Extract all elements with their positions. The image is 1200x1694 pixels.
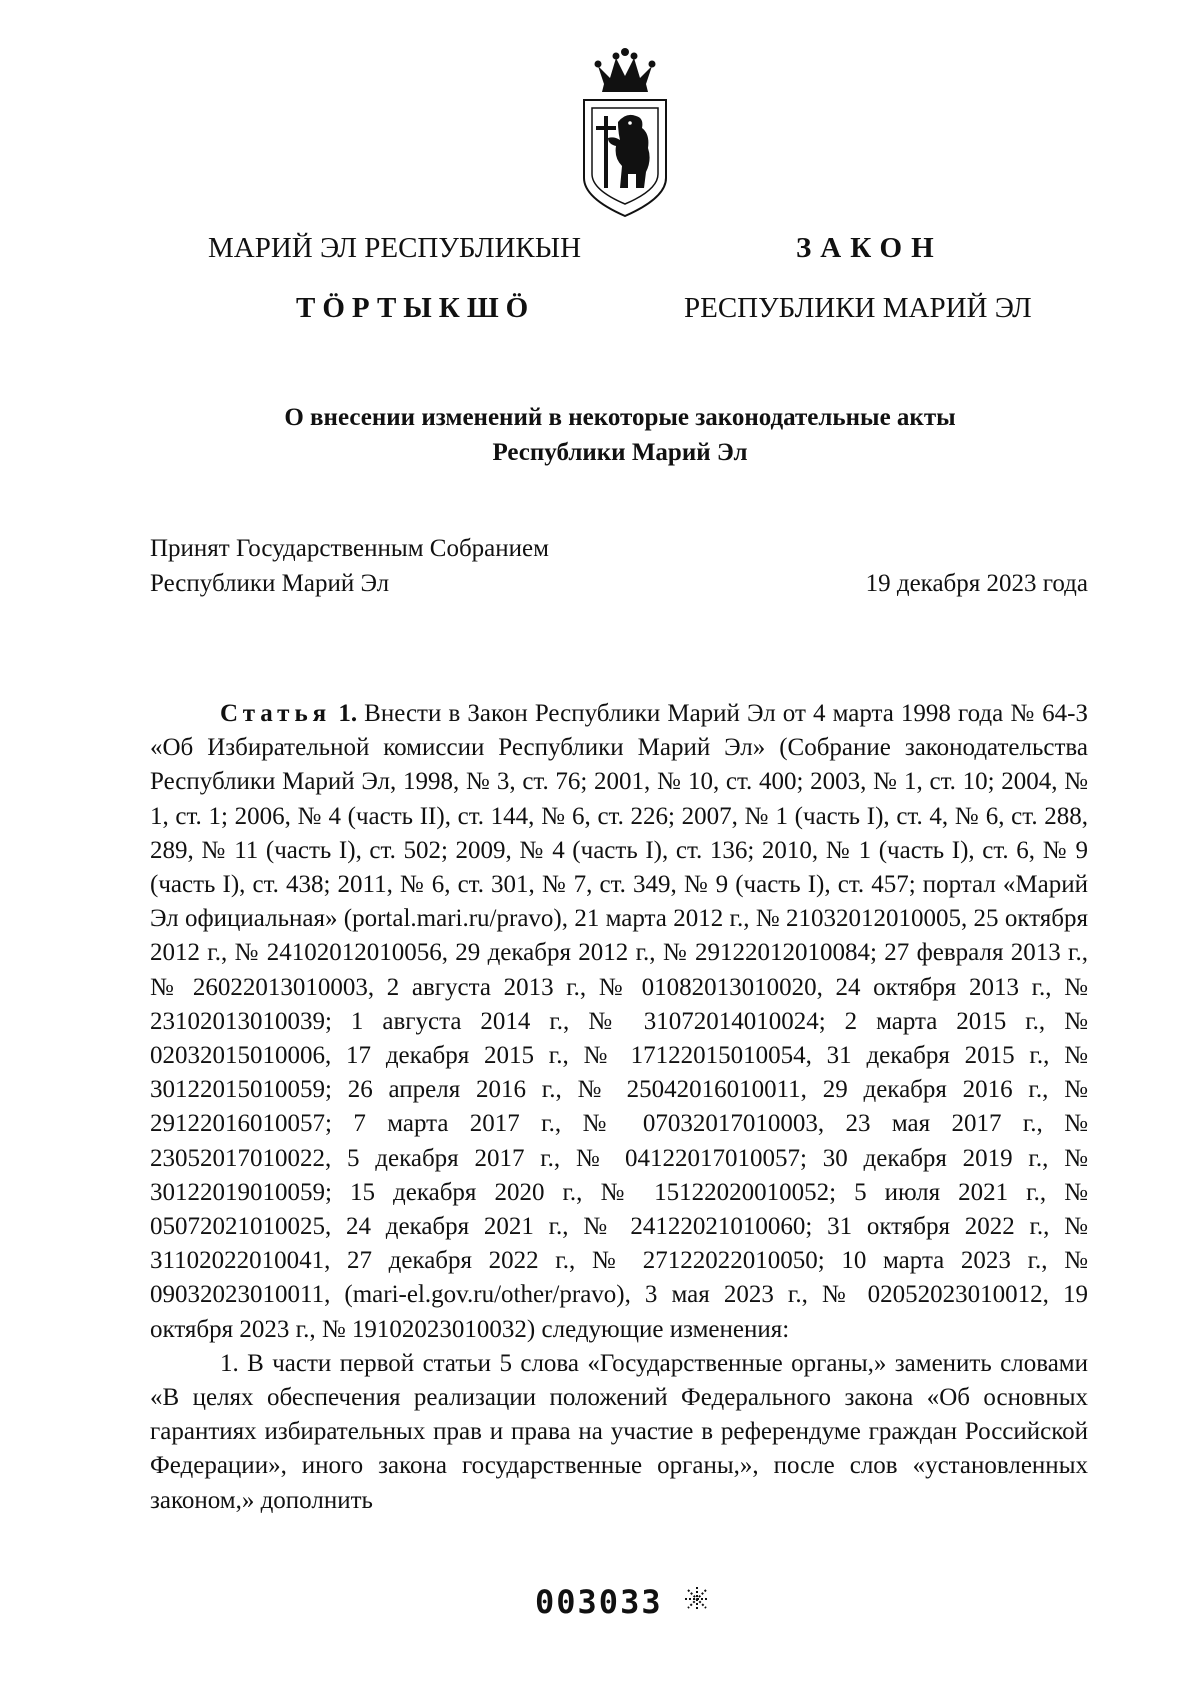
adoption-body-line-1: Принят Государственным Собранием bbox=[150, 535, 549, 562]
header-mari-republic: МАРИЙ ЭЛ РЕСПУБЛИКЫН bbox=[208, 232, 582, 264]
adoption-body-line-2: Республики Марий Эл bbox=[150, 570, 390, 597]
document-body bbox=[150, 697, 1088, 1518]
adoption-date: 19 декабря 2023 года bbox=[865, 570, 1088, 597]
serial-number: 003033 bbox=[535, 1583, 663, 1621]
header-law-word: ЗАКОН bbox=[796, 232, 943, 264]
header-republic-name: РЕСПУБЛИКИ МАРИЙ ЭЛ bbox=[684, 292, 1032, 324]
header-mari-law-word: ТӦРТЫКШӦ bbox=[296, 292, 536, 324]
asterisk-mark-icon bbox=[683, 1585, 711, 1613]
article-label: Статья bbox=[220, 700, 332, 727]
article-1-text: Внести в Закон Республики Марий Эл от 4 марта 1998 года № 64-З «Об Избирательной комиссии Республики Марий Эл» (Собрание законодательства Республики Марий Эл, 1998, № 3, ст. 76; 2001, № 10, ст. 400; 2003, № 1, ст. 10; 2004, № 1, ст. 1; 2006, № 4 (часть II), ст. 144, № 6, ст. 226; 2007, № 1 (часть I), ст. 4, № 6, ст. 288, 289, № 11 (часть I), ст. 502; 2009, № 4 (часть I), ст. 136; 2010, № 1 (часть I), ст. 6, № 9 (часть I), ст. 438; 2011, № 6, ст. 301, № 7, ст. 349, № 9 (часть I), ст. 457; портал «Марий Эл официальная» (portal.mari.ru/pravo), 21 марта 2012 г., № 21032012010005, 25 октября 2012 г., № 24102012010056, 29 декабря 2012 г., № 29122012010084; 27 февраля 2013 г., № 26022013010003, 2 августа 2013 г., № 01082013010020, 24 октября 2013 г., № 23102013010039; 1 августа 2014 г., № 31072014010024; 2 марта 2015 г., № 02032015010006, 17 декабря 2015 г., № 17122015010054, 31 декабря 2015 г., № 30122015010059; 26 апреля 2016 г., № 25042016010011, 29 декабря 2016 г., № 29122016010057; 7 марта 2017 г., № 07032017010003, 23 мая 2017 г., № 23052017010022, 5 декабря 2017 г., № 04122017010057; 30 декабря 2019 г., № 30122019010059; 15 декабря 2020 г., № 15122020010052; 5 июля 2021 г., № 05072021010025, 24 декабря 2021 г., № 24122021010060; 31 октября 2022 г., № 31102022010041, 27 декабря 2022 г., № 27122022010050; 10 марта 2023 г., № 09032023010011, (mari-el.gov.ru/other/pravo), 3 мая 2023 г., № 02052023010012, 19 октября 2023 г., № 19102023010032) следующие изменения: bbox=[150, 700, 1089, 1343]
article-1-item-1: 1. В части первой статьи 5 слова «Государственные органы,» заменить словами «В целях обеспечения реализации положений Федерального закона «Об основных гарантиях избирательных прав и права на участие в референдуме граждан Российской Федерации», иного закона государственные органы,», после слов «установленных законом,» дополнить bbox=[150, 1349, 1088, 1514]
article-number: 1. bbox=[338, 700, 358, 727]
article-1-paragraph bbox=[150, 697, 1088, 1347]
coat-of-arms-icon bbox=[578, 48, 672, 220]
document-title-line-1: О внесении изменений в некоторые законодательные акты bbox=[284, 404, 956, 431]
document-title-line-2: Республики Марий Эл bbox=[492, 439, 748, 466]
